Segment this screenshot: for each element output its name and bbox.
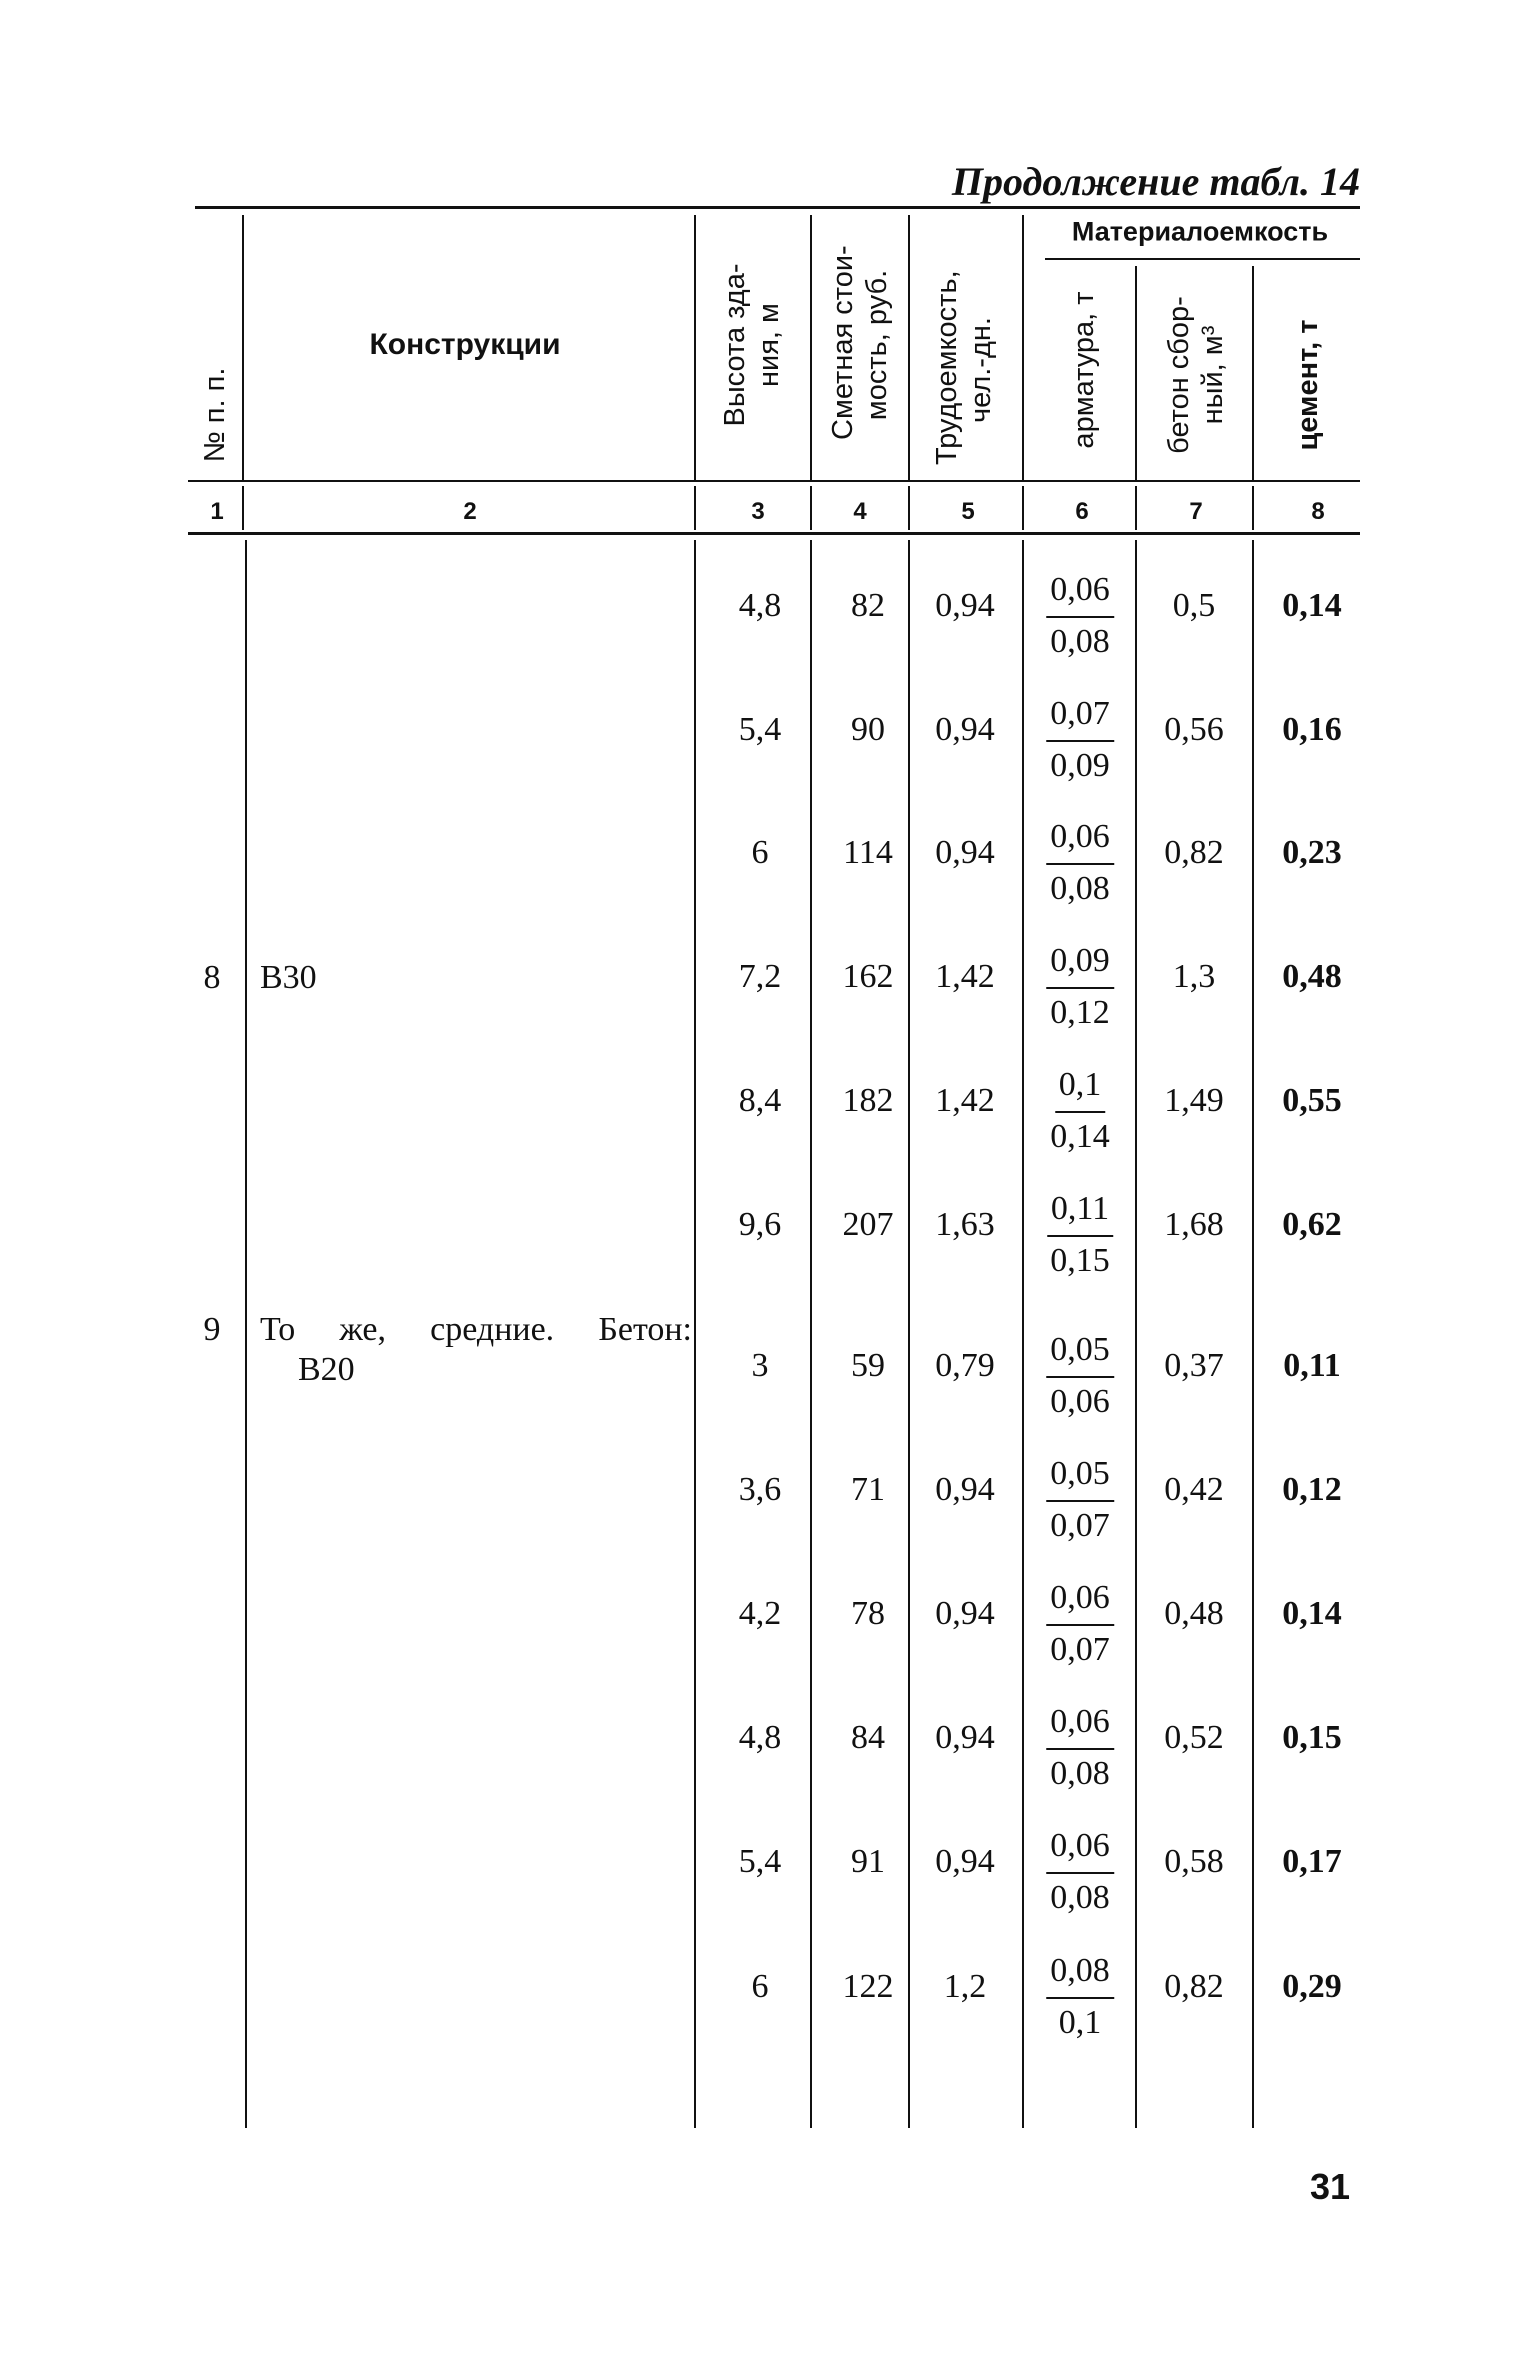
- cement-cell: 0,16: [1282, 711, 1342, 748]
- cost-cell: 84: [851, 1719, 885, 1756]
- col-divider: [1135, 486, 1137, 530]
- labor-cell: 0,94: [935, 1719, 995, 1756]
- armatura-cell: [1046, 1330, 1114, 1422]
- col-divider: [694, 486, 696, 530]
- labor-cell: 0,94: [935, 1843, 995, 1880]
- armatura-cell: [1046, 1951, 1114, 2043]
- cement-cell: 0,48: [1282, 958, 1342, 995]
- armatura-numerator: 0,11: [1047, 1189, 1113, 1237]
- group-number: 8: [203, 959, 221, 996]
- armatura-numerator: 0,06: [1046, 1826, 1114, 1874]
- armatura-denominator: 0,09: [1050, 747, 1110, 784]
- labor-cell: 0,94: [935, 1595, 995, 1632]
- armatura-cell: [1046, 1454, 1114, 1546]
- armatura-denominator: 0,08: [1050, 1755, 1110, 1792]
- col-divider: [1022, 215, 1024, 480]
- cement-cell: 0,14: [1282, 587, 1342, 624]
- header-bottom-rule: [188, 480, 1360, 482]
- armatura-numerator: 0,05: [1046, 1454, 1114, 1502]
- labor-cell: 0,94: [935, 587, 995, 624]
- cement-cell: 0,17: [1282, 1843, 1342, 1880]
- height-cell: 3,6: [738, 1471, 782, 1508]
- col-divider: [694, 215, 696, 480]
- armatura-denominator: 0,08: [1050, 1879, 1110, 1916]
- armatura-denominator: 0,15: [1050, 1242, 1110, 1279]
- cement-cell: 0,14: [1282, 1595, 1342, 1632]
- group-number: 9: [203, 1311, 221, 1348]
- armatura-numerator: 0,06: [1046, 570, 1114, 618]
- col-divider: [1135, 540, 1137, 2128]
- beton-cell: 0,58: [1164, 1843, 1224, 1880]
- column-number: 2: [463, 498, 477, 525]
- column-number: 4: [853, 498, 867, 525]
- cost-cell: 207: [842, 1206, 894, 1243]
- beton-cell: 1,3: [1172, 958, 1216, 995]
- labor-cell: 0,94: [935, 711, 995, 748]
- cost-cell: 90: [851, 711, 885, 748]
- armatura-cell: [1046, 1826, 1114, 1918]
- col-divider: [1135, 266, 1137, 480]
- col-divider: [908, 486, 910, 530]
- cost-cell: 78: [851, 1595, 885, 1632]
- beton-cell: 0,42: [1164, 1471, 1224, 1508]
- beton-cell: 0,37: [1164, 1347, 1224, 1384]
- armatura-numerator: 0,1: [1055, 1065, 1106, 1113]
- labor-cell: 1,2: [943, 1968, 987, 2005]
- armatura-numerator: 0,06: [1046, 1702, 1114, 1750]
- armatura-cell: [1046, 694, 1114, 786]
- height-cell: 6: [751, 1968, 769, 2005]
- col-divider: [810, 540, 812, 2128]
- armatura-denominator: 0,12: [1050, 994, 1110, 1031]
- col-divider: [908, 215, 910, 480]
- col-divider: [694, 540, 696, 2128]
- cost-cell: 59: [851, 1347, 885, 1384]
- beton-cell: 1,49: [1164, 1082, 1224, 1119]
- cost-cell: 114: [843, 834, 893, 871]
- armatura-cell: [1046, 941, 1114, 1033]
- header-height: Высота зда- ния, м: [719, 263, 785, 427]
- col-divider: [810, 215, 812, 480]
- header-material-group: Материалоемкость: [1071, 216, 1329, 247]
- column-number: 1: [210, 498, 224, 525]
- col-divider: [810, 486, 812, 530]
- armatura-numerator: 0,09: [1046, 941, 1114, 989]
- labor-cell: 0,94: [935, 834, 995, 871]
- column-number: 8: [1311, 498, 1325, 525]
- height-cell: 9,6: [738, 1206, 782, 1243]
- col-divider: [1252, 486, 1254, 530]
- labor-cell: 1,42: [935, 958, 995, 995]
- table-top-rule: [195, 206, 1360, 209]
- armatura-numerator: 0,06: [1046, 1578, 1114, 1626]
- group-construction: То же, средние. Бетон: В20: [260, 1311, 692, 1388]
- header-cement: цемент, т: [1292, 319, 1324, 451]
- header-beton: бетон сбор- ный, м³: [1163, 296, 1229, 454]
- col-divider: [1022, 540, 1024, 2128]
- cement-cell: 0,62: [1282, 1206, 1342, 1243]
- labor-cell: 0,94: [935, 1471, 995, 1508]
- labor-cell: 0,79: [935, 1347, 995, 1384]
- material-group-rule: [1045, 258, 1360, 260]
- height-cell: 4,8: [738, 587, 782, 624]
- cost-cell: 71: [851, 1471, 885, 1508]
- armatura-numerator: 0,06: [1046, 817, 1114, 865]
- cement-cell: 0,29: [1282, 1968, 1342, 2005]
- armatura-denominator: 0,07: [1050, 1507, 1110, 1544]
- cost-cell: 91: [851, 1843, 885, 1880]
- beton-cell: 0,82: [1164, 834, 1224, 871]
- header-constructions: Конструкции: [369, 328, 561, 361]
- height-cell: 6: [751, 834, 769, 871]
- col-divider: [1252, 266, 1254, 480]
- armatura-numerator: 0,07: [1046, 694, 1114, 742]
- column-number: 7: [1189, 498, 1203, 525]
- beton-cell: 1,68: [1164, 1206, 1224, 1243]
- armatura-denominator: 0,07: [1050, 1631, 1110, 1668]
- cement-cell: 0,12: [1282, 1471, 1342, 1508]
- col-divider: [242, 215, 244, 480]
- col-divider: [1022, 486, 1024, 530]
- armatura-cell: [1046, 570, 1114, 662]
- col-divider: [245, 540, 247, 2128]
- armatura-cell: [1046, 1189, 1114, 1281]
- cement-cell: 0,23: [1282, 834, 1342, 871]
- header-labor: Трудоемкость, чел.-дн.: [931, 270, 997, 465]
- cost-cell: 82: [851, 587, 885, 624]
- height-cell: 5,4: [738, 711, 782, 748]
- page-number: 31: [1310, 2166, 1351, 2207]
- beton-cell: 0,52: [1164, 1719, 1224, 1756]
- cost-cell: 182: [842, 1082, 894, 1119]
- column-number: 3: [751, 498, 765, 525]
- armatura-numerator: 0,05: [1046, 1330, 1114, 1378]
- armatura-cell: [1046, 1702, 1114, 1794]
- beton-cell: 0,56: [1164, 711, 1224, 748]
- cement-cell: 0,55: [1282, 1082, 1342, 1119]
- armatura-denominator: 0,14: [1050, 1118, 1110, 1155]
- height-cell: 4,8: [738, 1719, 782, 1756]
- height-cell: 8,4: [738, 1082, 782, 1119]
- cement-cell: 0,11: [1283, 1347, 1341, 1384]
- cost-cell: 162: [842, 958, 894, 995]
- height-cell: 4,2: [738, 1595, 782, 1632]
- column-numbers-rule: [188, 532, 1360, 535]
- header-npp: № п. п.: [199, 367, 231, 463]
- col-divider: [1252, 540, 1254, 2128]
- column-number: 5: [961, 498, 975, 525]
- armatura-cell: [1046, 1065, 1114, 1157]
- header-cost: Сметная стои- мость, руб.: [827, 245, 893, 440]
- beton-cell: 0,82: [1164, 1968, 1224, 2005]
- armatura-cell: [1046, 817, 1114, 909]
- beton-cell: 0,48: [1164, 1595, 1224, 1632]
- armatura-denominator: 0,08: [1050, 870, 1110, 907]
- armatura-denominator: 0,1: [1058, 2004, 1102, 2041]
- armatura-denominator: 0,08: [1050, 623, 1110, 660]
- height-cell: 5,4: [738, 1843, 782, 1880]
- height-cell: 3: [751, 1347, 769, 1384]
- col-divider: [242, 486, 244, 530]
- labor-cell: 1,63: [935, 1206, 995, 1243]
- table-caption: Продолжение табл. 14: [951, 159, 1360, 204]
- labor-cell: 1,42: [935, 1082, 995, 1119]
- armatura-denominator: 0,06: [1050, 1383, 1110, 1420]
- height-cell: 7,2: [738, 958, 782, 995]
- armatura-cell: [1046, 1578, 1114, 1670]
- col-divider: [908, 540, 910, 2128]
- armatura-numerator: 0,08: [1046, 1951, 1114, 1999]
- cement-cell: 0,15: [1282, 1719, 1342, 1756]
- group-construction: В30: [260, 959, 317, 996]
- beton-cell: 0,5: [1172, 587, 1216, 624]
- header-armatura: арматура, т: [1068, 291, 1100, 449]
- column-number: 6: [1075, 498, 1089, 525]
- cost-cell: 122: [842, 1968, 894, 2005]
